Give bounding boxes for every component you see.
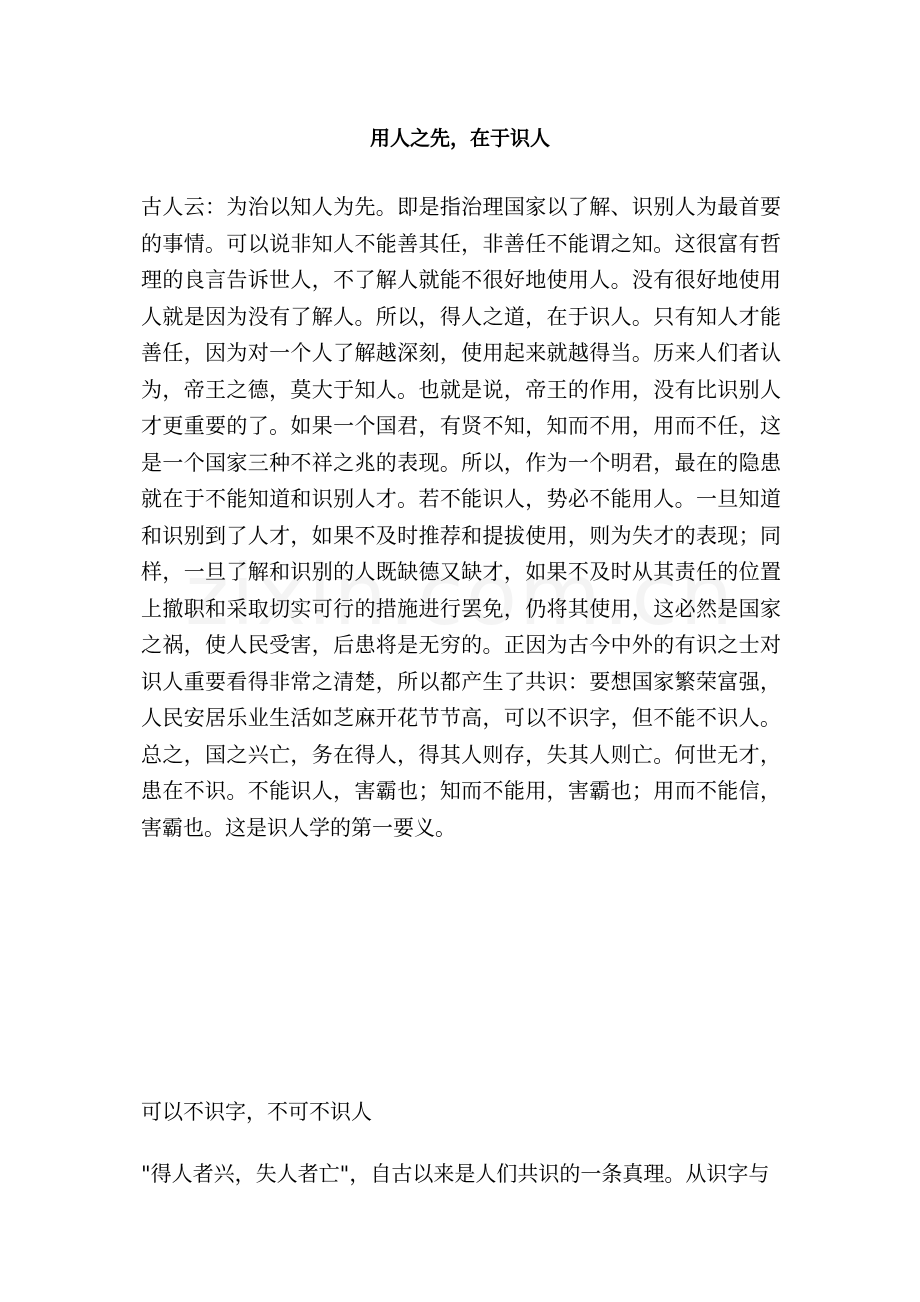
- body-paragraph: 古人云：为治以知人为先。即是指治理国家以了解、识别人为最首要的事情。可以说非知人不能善其任，非善任不能谓之知。这很富有哲理的良言告诉世人，不了解人就能不很好地使用人。没有很好地使用人就是因为没有了解人。所以，得人之道，在于识人。只有知人才能善任，因为对一个人了解越深刻，使用起来就越得当。历来人们者认为，帝王之德，莫大于知人。也就是说，帝王的作用，没有比识别人才更重要的了。如果一个国君，有贤不知，知而不用，用而不任，这是一个国家三种不祥之兆的表现。所以，作为一个明君，最在的隐患就在于不能知道和识别人才。若不能识人，势必不能用人。一旦知道和识别到了人才，如果不及时推荐和提拔使用，则为失才的表现；同样，一旦了解和识别的人既缺德又缺才，如果不及时从其责任的位置上撤职和采取切实可行的措施进行罢免，仍将其使用，这必然是国家之祸，使人民受害，后患将是无穷的。正因为古今中外的有识之士对识人重要看得非常之清楚，所以都产生了共识：要想国家繁荣富强，人民安居乐业生活如芝麻开花节节高，可以不识字，但不能不识人。总之，国之兴亡，务在得人，得其人则存，失其人则亡。何世无才，患在不识。不能识人，害霸也；知而不能用，害霸也；用而不能信，害霸也。这是识人学的第一要义。: [141, 195, 781, 840]
- section-subheading: 可以不识字，不可不识人: [141, 1100, 372, 1124]
- document-title: 用人之先，在于识人: [370, 126, 550, 150]
- body-paragraph-second: "得人者兴，失人者亡"，自古以来是人们共识的一条真理。从识字与: [141, 1162, 770, 1186]
